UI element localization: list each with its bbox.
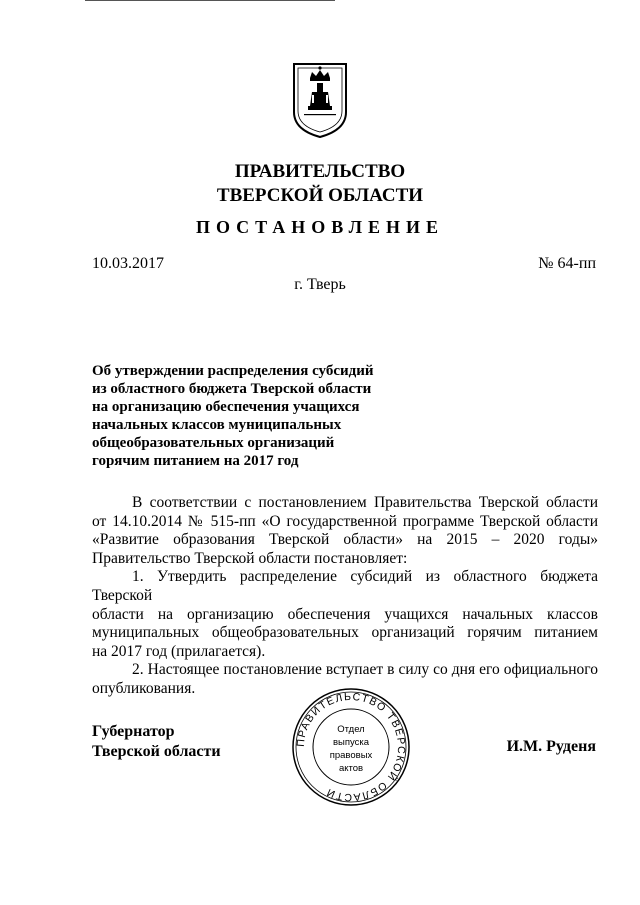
document-body [92, 494, 598, 699]
subject-line: Об утверждении распределения субсидий [92, 363, 374, 379]
body-line: опубликования. [92, 679, 196, 697]
body-line: 2. Настоящее постановление вступает в силу со дня его официального [132, 661, 598, 679]
coat-of-arms-icon [290, 60, 350, 140]
signatory-title-line-1: Губернатор [92, 723, 175, 740]
body-item-1 [92, 568, 598, 661]
body-line: В соответствии с постановлением Правительства Тверской области [132, 494, 598, 511]
subject-line: общеобразовательных организаций [92, 435, 335, 451]
body-line: от 14.10.2014 № 515-пп «О государственной программе Тверской области [92, 512, 598, 530]
stamp-line: выпуска [332, 737, 370, 748]
body-line: на 2017 год (прилагается). [92, 642, 266, 660]
document-number: № 64-пп [538, 255, 596, 272]
signatory-name: И.М. Руденя [506, 738, 596, 755]
stamp-line: Отдел [337, 724, 365, 735]
body-paragraph-preamble [92, 494, 598, 568]
stamp-line: актов [338, 763, 364, 774]
body-line: Правительство Тверской области постановляет: [92, 549, 408, 567]
document-type: ПОСТАНОВЛЕНИЕ [195, 217, 445, 237]
body-line: 1. Утвердить распределение субсидий из областного бюджета Тверской [92, 568, 598, 604]
subject-line: на организацию обеспечения учащихся [92, 399, 360, 415]
subject-line: горячим питанием на 2017 год [92, 453, 299, 469]
body-line: области на организацию обеспечения учащихся начальных классов [92, 605, 598, 623]
signatory-title [92, 722, 221, 762]
body-line: муниципальных общеобразовательных организаций горячим питанием [92, 624, 598, 642]
top-rule [85, 0, 335, 1]
organization-name [0, 160, 640, 208]
stamp-ring-text: ПРАВИТЕЛЬСТВО ТВЕРСКОЙ ОБЛАСТИ [294, 690, 408, 804]
stamp-line: правовых [329, 750, 373, 761]
document-city: г. Тверь [294, 276, 346, 293]
subject-line: из областного бюджета Тверской области [92, 381, 372, 397]
subject-line: начальных классов муниципальных [92, 417, 342, 433]
org-line-2: ТВЕРСКОЙ ОБЛАСТИ [216, 185, 424, 206]
official-stamp-icon [290, 686, 412, 808]
document-subject [92, 362, 412, 470]
org-line-1: ПРАВИТЕЛЬСТВО [234, 161, 406, 182]
document-date: 10.03.2017 [92, 255, 164, 272]
signatory-title-line-2: Тверской области [92, 743, 221, 760]
body-line: «Развитие образования Тверской области» на 2015 – 2020 годы» [92, 531, 598, 549]
